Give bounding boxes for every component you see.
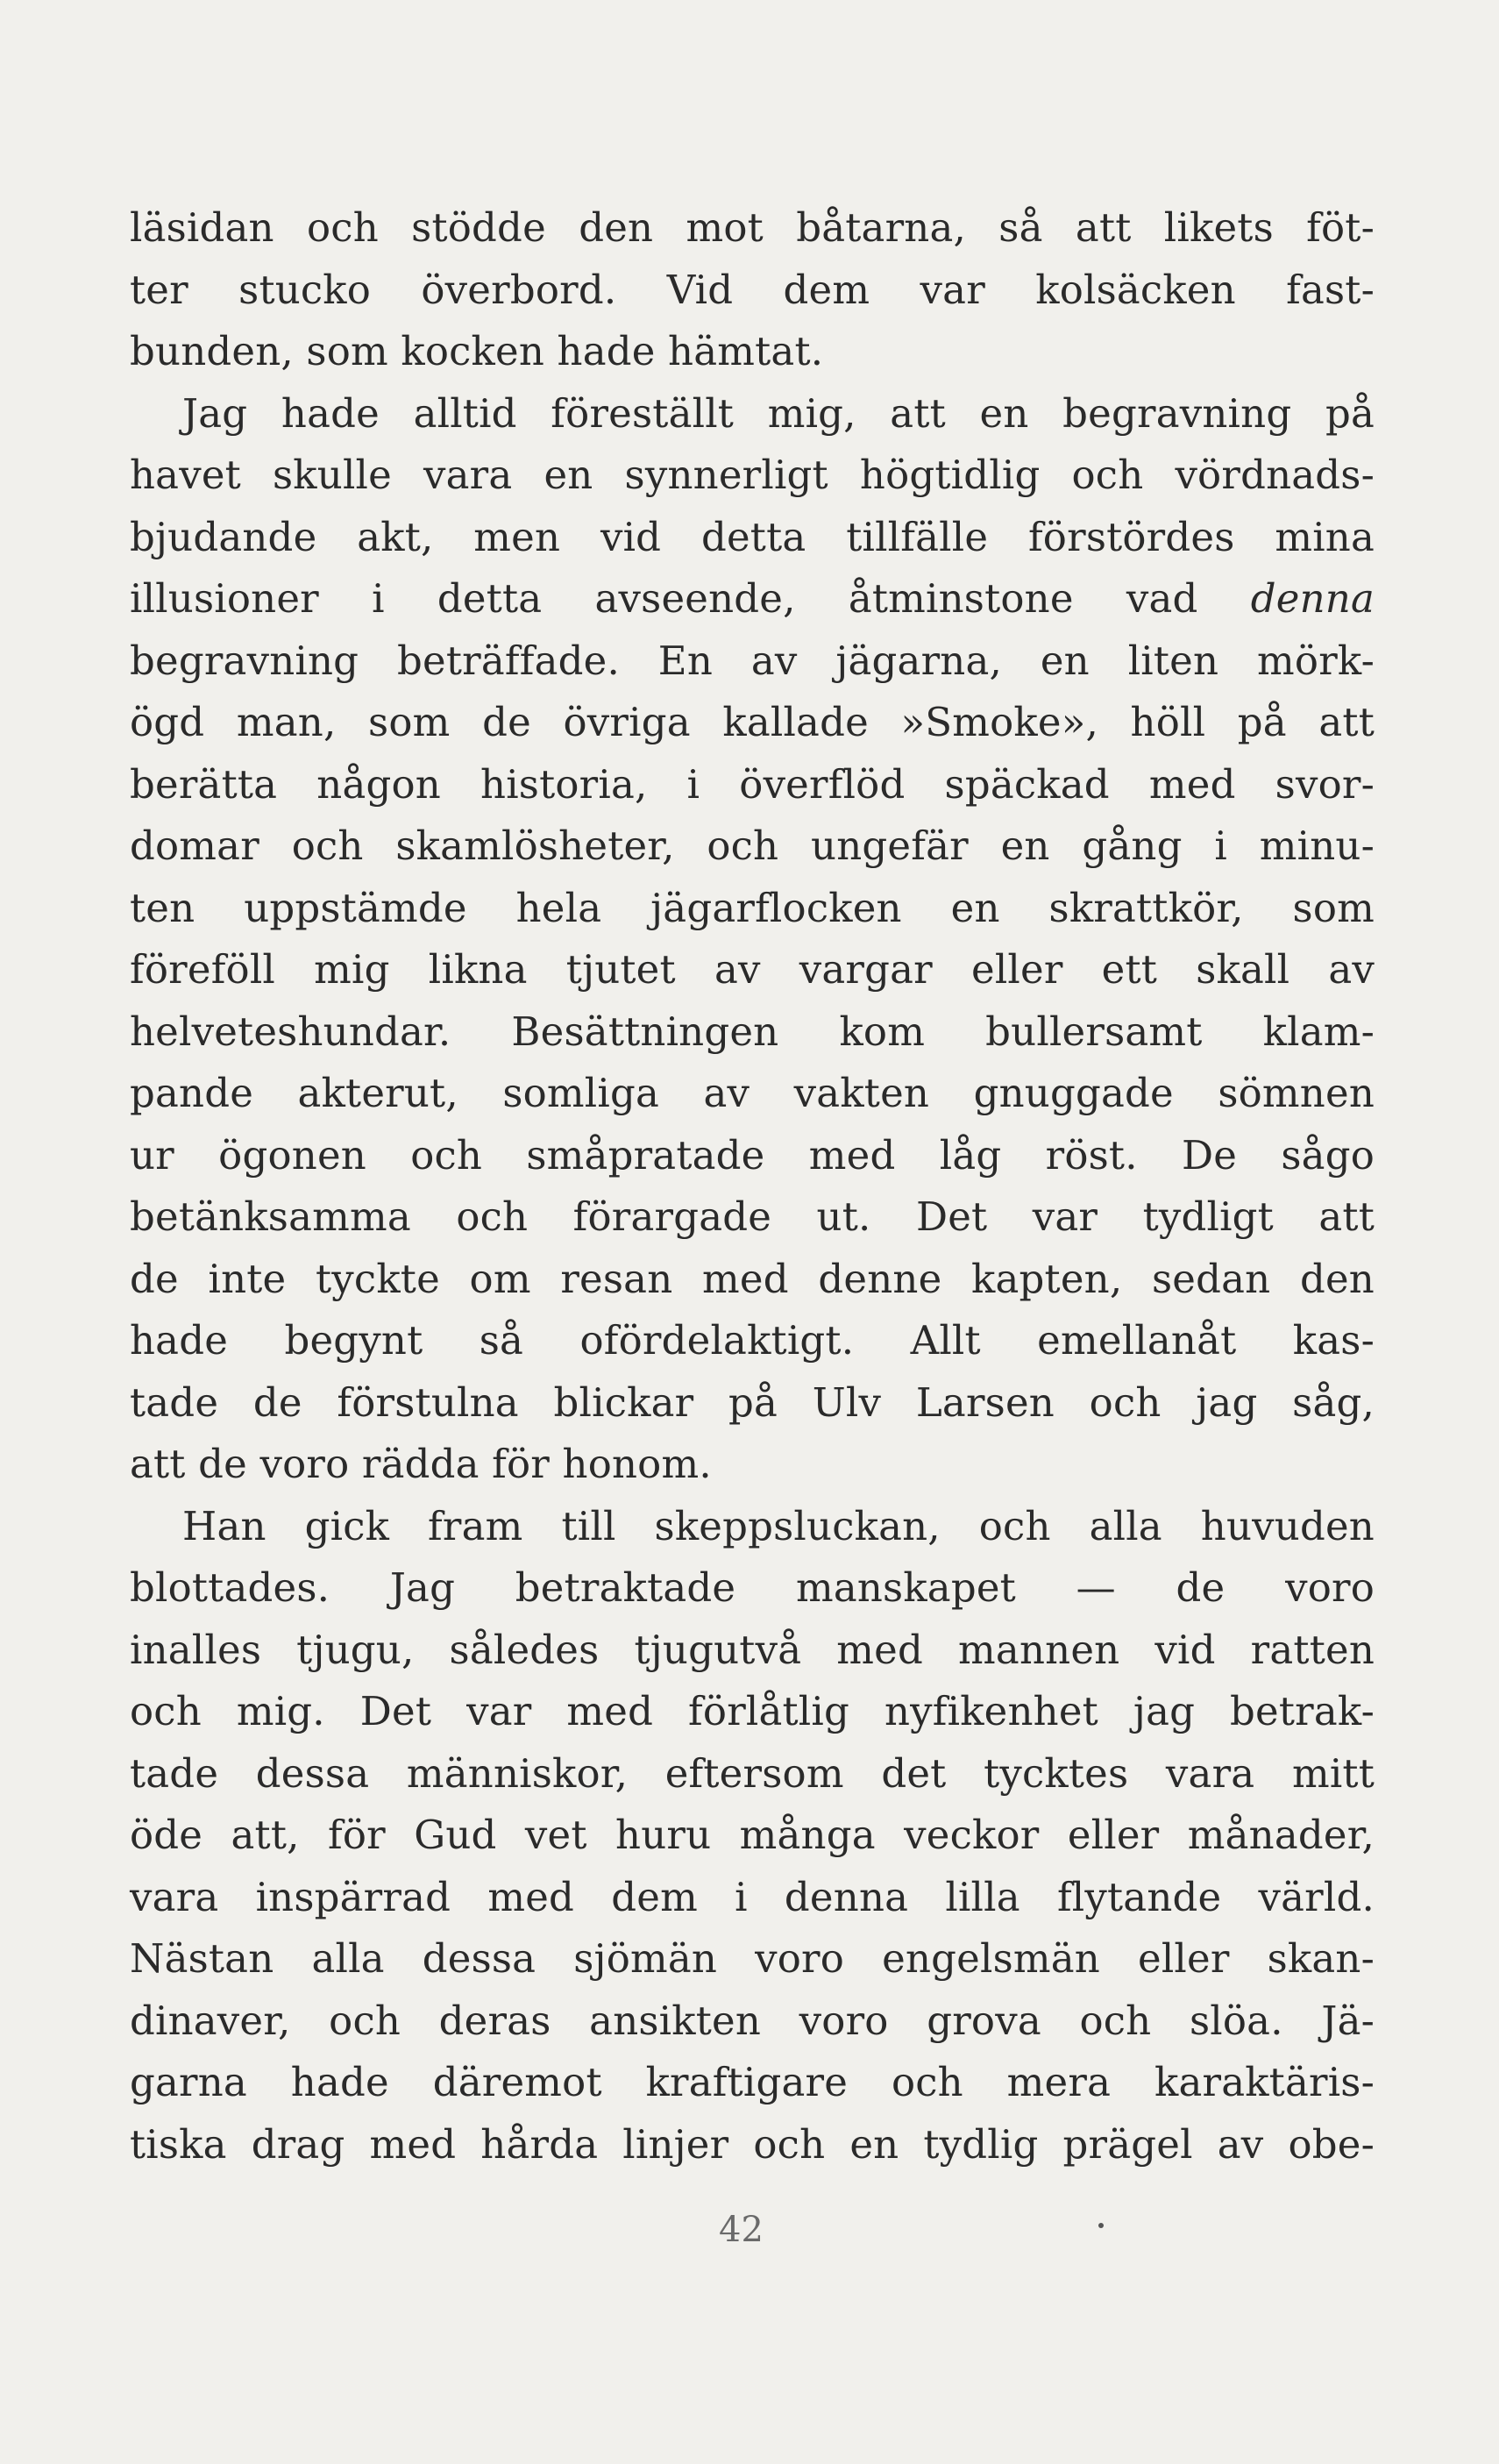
text-line: berätta någon historia, i överflöd späckad med svor- xyxy=(130,760,1375,808)
text-line: havet skulle vara en synnerligt högtidlig och vördnads- xyxy=(130,452,1375,498)
text-line: ögd man, som de övriga kallade »Smoke», höll på att xyxy=(130,699,1375,745)
text-line: bunden, som kocken hade hämtat. xyxy=(130,328,824,374)
text-line: inalles tjugu, således tjugutvå med mannen vid ratten xyxy=(130,1626,1375,1673)
text-line: betänksamma och förargade ut. Det var tydligt att xyxy=(130,1193,1375,1240)
text-line: föreföll mig likna tjutet av vargar eller ett skall av xyxy=(130,946,1375,993)
text-line: att de voro rädda för honom. xyxy=(130,1441,712,1487)
text-line: dinaver, och deras ansikten voro grova och slöa. Jä- xyxy=(130,1997,1375,2044)
text-line: begravning beträffade. En av jägarna, en liten mörk- xyxy=(130,637,1375,684)
text-line: tade dessa människor, eftersom det tycktes vara mitt xyxy=(130,1749,1375,1797)
text-line: helveteshundar. Besättningen kom bullersamt klam- xyxy=(130,1008,1375,1055)
text-line: Han gick fram till skeppsluckan, och alla huvuden xyxy=(182,1502,1375,1549)
text-line: vara inspärrad med dem i denna lilla flytande värld. xyxy=(130,1873,1375,1920)
text-line: ur ögonen och småpratade med låg röst. De sågo xyxy=(130,1131,1375,1179)
text-line: ten uppstämde hela jägarflocken en skrattkör, som xyxy=(130,884,1375,931)
text-line: och mig. Det var med förlåtlig nyfikenhet jag betrak- xyxy=(130,1688,1375,1734)
text-line: läsidan och stödde den mot båtarna, så att likets föt- xyxy=(130,204,1375,251)
body-text xyxy=(130,197,1375,2176)
text-line: hade begynt så ofördelaktigt. Allt emellanåt kas- xyxy=(130,1317,1375,1364)
emphasized-word: denna xyxy=(1250,575,1375,622)
text-line: pande akterut, somliga av vakten gnuggade sömnen xyxy=(130,1070,1375,1116)
text-line: Nästan alla dessa sjömän voro engelsmän eller skan- xyxy=(130,1935,1375,1982)
text-line: Jag hade alltid föreställt mig, att en begravning på xyxy=(182,389,1375,437)
text-line: de inte tyckte om resan med denne kapten, sedan den xyxy=(130,1255,1375,1302)
text-line: öde att, för Gud vet huru många veckor eller månader, xyxy=(130,1812,1375,1858)
text-line: ter stucko överbord. Vid dem var kolsäcken fast- xyxy=(130,266,1375,313)
printing-dot-mark xyxy=(1098,2223,1104,2228)
text-line: tade de förstulna blickar på Ulv Larsen och jag såg, xyxy=(130,1378,1375,1426)
text-line: garna hade däremot kraftigare och mera karaktäris- xyxy=(130,2059,1375,2105)
text-line: domar och skamlösheter, och ungefär en gång i minu- xyxy=(130,823,1375,869)
text-line: bjudande akt, men vid detta tillfälle förstördes mina xyxy=(130,513,1375,560)
text-line: tiska drag med hårda linjer och en tydlig prägel av obe- xyxy=(130,2120,1375,2168)
page-number: 42 xyxy=(719,2210,764,2250)
text-line: blottades. Jag betraktade manskapet — de voro xyxy=(130,1564,1375,1611)
text-segment: illusioner i detta avseende, åtminstone vad xyxy=(130,575,1251,622)
text-line-with-emphasis xyxy=(130,568,1375,630)
